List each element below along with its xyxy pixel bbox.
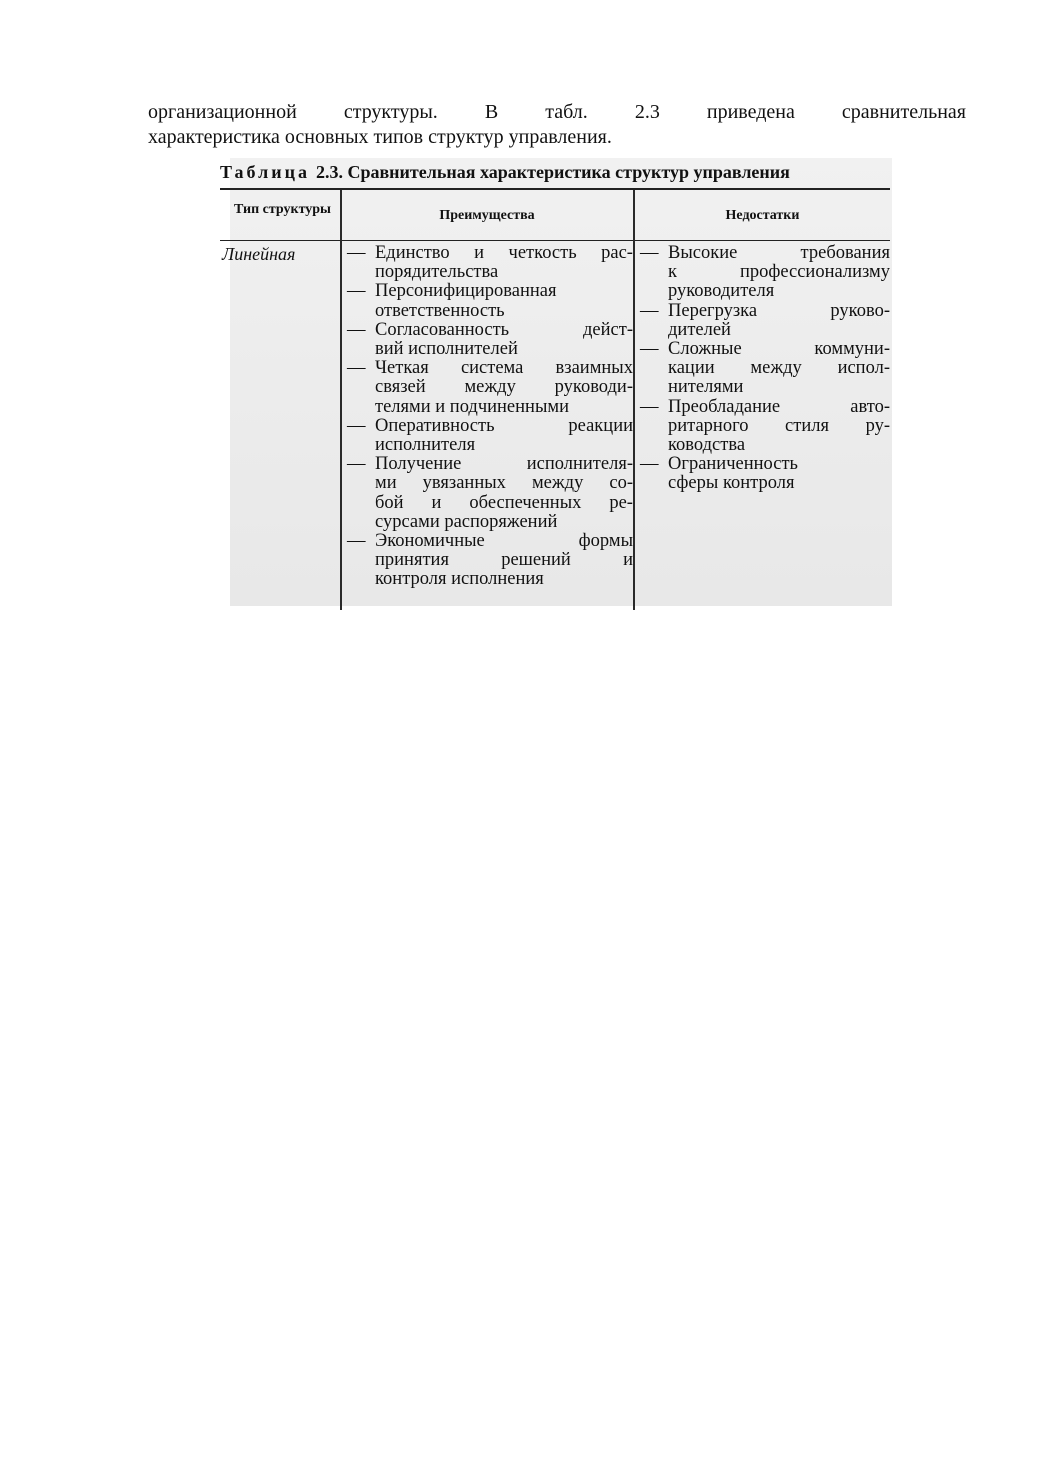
list-item-text bbox=[668, 340, 890, 398]
list-item-text bbox=[375, 417, 633, 455]
list-item-text bbox=[668, 455, 890, 493]
list-item bbox=[640, 340, 890, 398]
text-line: контроля исполнения bbox=[375, 569, 544, 590]
list-dash: — bbox=[347, 454, 366, 475]
list-item-text bbox=[375, 321, 633, 359]
list-item bbox=[347, 532, 633, 590]
text-line: кации между испол- bbox=[668, 358, 890, 379]
list-item-text bbox=[375, 359, 633, 417]
list-dash: — bbox=[640, 243, 659, 263]
text-line: Преобладание авто- bbox=[668, 396, 890, 417]
intro-word: 2.3 bbox=[634, 101, 660, 123]
list-item-text bbox=[375, 532, 633, 590]
text-line: Персонифицированная bbox=[375, 281, 557, 302]
text-line: телями и подчиненными bbox=[375, 396, 569, 417]
list-dash: — bbox=[640, 396, 659, 417]
text-line: нителями bbox=[668, 377, 744, 398]
text-line: ритарного стиля ру- bbox=[668, 415, 890, 436]
header-advantages: Преимущества bbox=[439, 208, 535, 223]
text-line: вий исполнителей bbox=[375, 339, 518, 360]
text-line: ководства bbox=[668, 435, 746, 456]
list-item bbox=[640, 302, 890, 340]
text-line: ми увязанных между со- bbox=[375, 473, 633, 494]
text-line: связей между руководи- bbox=[375, 377, 633, 398]
table-top-rule bbox=[220, 188, 890, 190]
list-item bbox=[347, 244, 633, 282]
list-item bbox=[347, 417, 633, 455]
list-item-text bbox=[375, 455, 633, 532]
table-column-divider bbox=[340, 190, 342, 610]
text-line: руководителя bbox=[668, 281, 775, 302]
text-line: ответственность bbox=[375, 300, 505, 321]
text-line: дителей bbox=[668, 319, 731, 340]
intro-word: структуры. bbox=[343, 101, 438, 123]
list-dash: — bbox=[640, 300, 659, 321]
intro-word: организационной bbox=[148, 101, 297, 123]
text-line: сферы контроля bbox=[668, 473, 795, 494]
table-header-rule bbox=[220, 240, 890, 241]
intro-word: табл. bbox=[545, 101, 588, 123]
text-line: Четкая система взаимных bbox=[375, 358, 633, 379]
text-line: Согласованность дейст- bbox=[375, 319, 633, 340]
text-line: бой и обеспеченных ре- bbox=[375, 492, 633, 513]
list-dash: — bbox=[347, 319, 366, 340]
list-item bbox=[347, 359, 633, 417]
disadvantages-list bbox=[640, 244, 890, 494]
table-caption-label: Таблица bbox=[220, 162, 310, 182]
list-item bbox=[640, 244, 890, 302]
text-line: порядительства bbox=[375, 262, 499, 283]
table-caption bbox=[220, 162, 790, 183]
list-dash: — bbox=[640, 454, 659, 475]
scanned-table-image bbox=[220, 158, 892, 606]
list-dash: — bbox=[347, 415, 366, 436]
text-line: Сложные коммуни- bbox=[668, 339, 890, 360]
intro-line-1 bbox=[148, 100, 966, 125]
text-line: исполнителя bbox=[375, 435, 476, 456]
header-disadvantages: Недостатки bbox=[725, 208, 800, 223]
text-line: Экономичные формы bbox=[375, 531, 633, 552]
list-dash: — bbox=[640, 339, 659, 360]
intro-word: приведена bbox=[706, 101, 795, 123]
table-column-divider bbox=[633, 190, 635, 610]
list-dash: — bbox=[347, 281, 366, 302]
list-dash: — bbox=[347, 531, 366, 552]
text-line: сурсами распоряжений bbox=[375, 511, 558, 532]
list-item-text bbox=[375, 282, 633, 320]
list-item bbox=[347, 282, 633, 320]
text-line: принятия решений и bbox=[375, 550, 633, 571]
intro-word: В bbox=[484, 101, 499, 123]
list-item bbox=[347, 321, 633, 359]
list-dash: — bbox=[347, 358, 366, 379]
list-dash: — bbox=[347, 243, 366, 263]
header-type: Тип структуры bbox=[234, 202, 331, 217]
advantages-list bbox=[347, 244, 633, 590]
row-type-label: Линейная bbox=[222, 244, 296, 264]
list-item-text bbox=[668, 302, 890, 340]
intro-paragraph bbox=[148, 100, 966, 150]
text-line: Оперативность реакции bbox=[375, 415, 633, 436]
list-item-text bbox=[668, 244, 890, 302]
text-line: Ограниченность bbox=[668, 454, 798, 475]
list-item-text bbox=[375, 244, 633, 282]
list-item bbox=[640, 455, 890, 493]
text-line: Получение исполнителя- bbox=[375, 454, 633, 475]
intro-line-2: характеристика основных типов структур управления. bbox=[148, 126, 612, 148]
list-item bbox=[640, 398, 890, 456]
list-item bbox=[347, 455, 633, 532]
text-line: Единство и четкость рас- bbox=[375, 243, 633, 263]
text-line: к профессионализму bbox=[668, 262, 890, 283]
text-line: Высокие требования bbox=[668, 243, 890, 263]
table-caption-text: 2.3. Сравнительная характеристика структур управления bbox=[315, 162, 790, 182]
intro-word: сравнительная bbox=[841, 101, 966, 123]
list-item-text bbox=[668, 398, 890, 456]
text-line: Перегрузка руково- bbox=[668, 300, 890, 321]
